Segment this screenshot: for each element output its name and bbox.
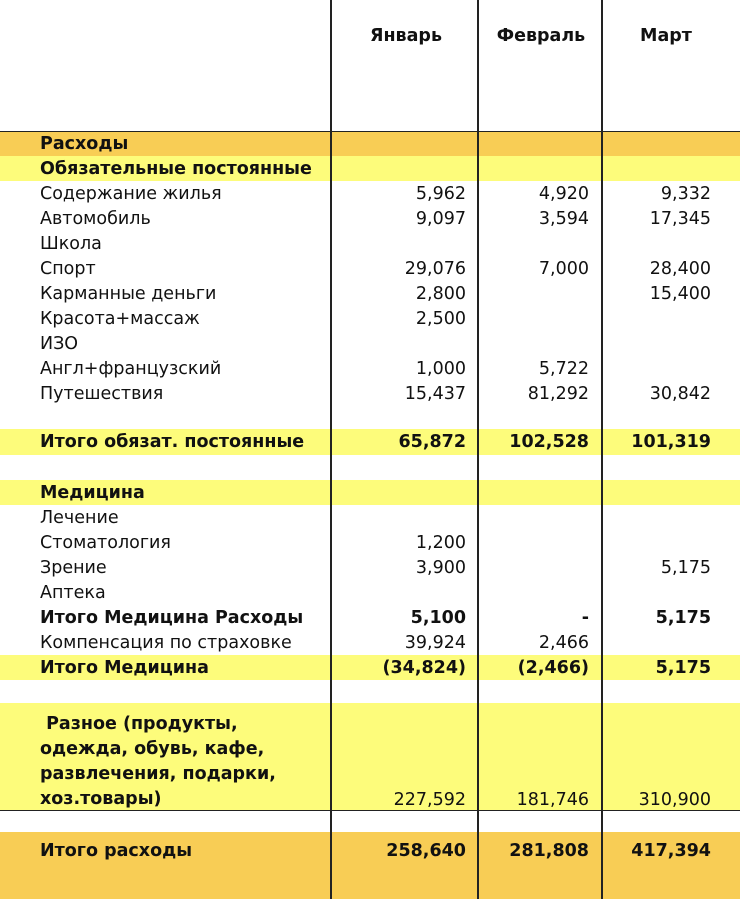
column-divider [601,0,603,899]
cell-mar: 15,400 [649,283,711,304]
cell-jan: 5,962 [415,183,466,204]
cell-jan: 2,500 [415,308,466,329]
cell-jan: 2,800 [415,283,466,304]
row-label: Красота+массаж [40,308,200,329]
cell-mar [604,306,711,331]
cell-mar [604,530,711,555]
table-row [0,356,740,381]
misc-label-line: одежда, обувь, кафе, [40,739,265,759]
cell-jan: 39,924 [404,632,466,653]
cell-jan [332,231,466,256]
cell-mar: 5,175 [655,657,711,678]
cell-jan [332,580,466,605]
cell-feb [480,231,589,256]
misc-label-line: Разное (продукты, [40,714,238,734]
cell-jan: 15,437 [404,383,466,404]
table-row [0,331,740,356]
row-label: Итого обязат. постоянные [40,432,305,452]
mandatory-title-row [0,156,740,181]
table-row [0,381,740,406]
cell-feb: 102,528 [509,432,589,452]
row-label: Спорт [40,258,96,279]
table-row [0,206,740,231]
row-label: ИЗО [40,333,79,354]
row-label: Итого Медицина Расходы [40,607,304,628]
table-row [0,281,740,306]
cell-feb [480,580,589,605]
cell-mar [604,630,711,655]
cell-jan: 65,872 [398,432,466,452]
row-label: Карманные деньги [40,283,217,304]
column-divider [477,0,479,899]
cell-mar: 417,394 [631,840,711,861]
cell-feb [480,331,589,356]
cell-feb [480,281,589,306]
grid-line-bottom [0,810,740,811]
cell-mar: 5,175 [655,607,711,628]
row-label: Школа [40,233,102,254]
cell-mar: 9,332 [660,183,711,204]
mandatory-title: Обязательные постоянные [40,158,312,179]
column-divider [330,0,332,899]
row-label: Англ+французский [40,358,222,379]
section-expenses-row [0,131,740,156]
header-march: Март [640,26,692,46]
medicine-expenses-total-row [0,605,740,630]
cell-mar [604,331,711,356]
cell-mar: 5,175 [660,557,711,578]
misc-label-line: хоз.товары) [40,789,162,809]
cell-jan: 1,200 [415,532,466,553]
cell-feb: 7,000 [538,258,589,279]
row-label: Итого Медицина [40,657,209,678]
table-row [0,231,740,256]
cell-feb [480,505,589,530]
row-label: Автомобиль [40,208,151,229]
cell-feb: 281,808 [509,840,589,861]
table-row [0,580,740,605]
row-label: Путешествия [40,383,164,404]
row-label: Аптека [40,582,106,603]
misc-values-row [0,787,740,812]
cell-feb [480,555,589,580]
mandatory-total-row [0,429,740,455]
cell-feb: - [581,607,589,628]
cell-jan: 9,097 [415,208,466,229]
grand-total-row [0,832,740,899]
header-january: Январь [369,26,443,46]
cell-jan: 3,900 [415,557,466,578]
cell-feb: 181,746 [516,789,589,810]
cell-mar: 310,900 [638,789,711,810]
cell-mar: 17,345 [649,208,711,229]
row-label: Лечение [40,507,119,528]
cell-jan: 258,640 [386,840,466,861]
medicine-title-row [0,480,740,505]
medicine-total-row [0,655,740,680]
row-label: Стоматология [40,532,171,553]
cell-jan [332,331,466,356]
grid-line-top [0,131,740,132]
cell-feb [480,530,589,555]
cell-feb: 4,920 [538,183,589,204]
cell-mar [604,231,711,256]
table-row [0,181,740,206]
cell-mar [604,580,711,605]
header-february: Февраль [496,26,586,46]
insurance-row [0,630,740,655]
row-label: Компенсация по страховке [40,632,292,653]
table-row [0,530,740,555]
table-row [0,256,740,281]
misc-label-line: развлечения, подарки, [40,764,276,784]
section-expenses-title: Расходы [40,133,129,154]
cell-mar: 101,319 [631,432,711,452]
cell-feb: (2,466) [517,657,589,678]
table-row [0,555,740,580]
cell-jan: (34,824) [382,657,466,678]
row-label: Итого расходы [40,840,193,861]
cell-mar [604,356,711,381]
cell-mar: 30,842 [649,383,711,404]
cell-feb: 2,466 [538,632,589,653]
medicine-title: Медицина [40,482,145,503]
cell-jan: 5,100 [410,607,466,628]
cell-jan: 227,592 [393,789,466,810]
cell-jan: 1,000 [415,358,466,379]
cell-jan [332,505,466,530]
cell-jan: 29,076 [404,258,466,279]
cell-feb: 5,722 [538,358,589,379]
cell-feb: 3,594 [538,208,589,229]
table-row [0,306,740,331]
cell-feb [480,306,589,331]
cell-mar: 28,400 [649,258,711,279]
row-label: Содержание жилья [40,183,222,204]
table-row [0,505,740,530]
cell-feb: 81,292 [527,383,589,404]
row-label: Зрение [40,557,107,578]
cell-mar [604,505,711,530]
